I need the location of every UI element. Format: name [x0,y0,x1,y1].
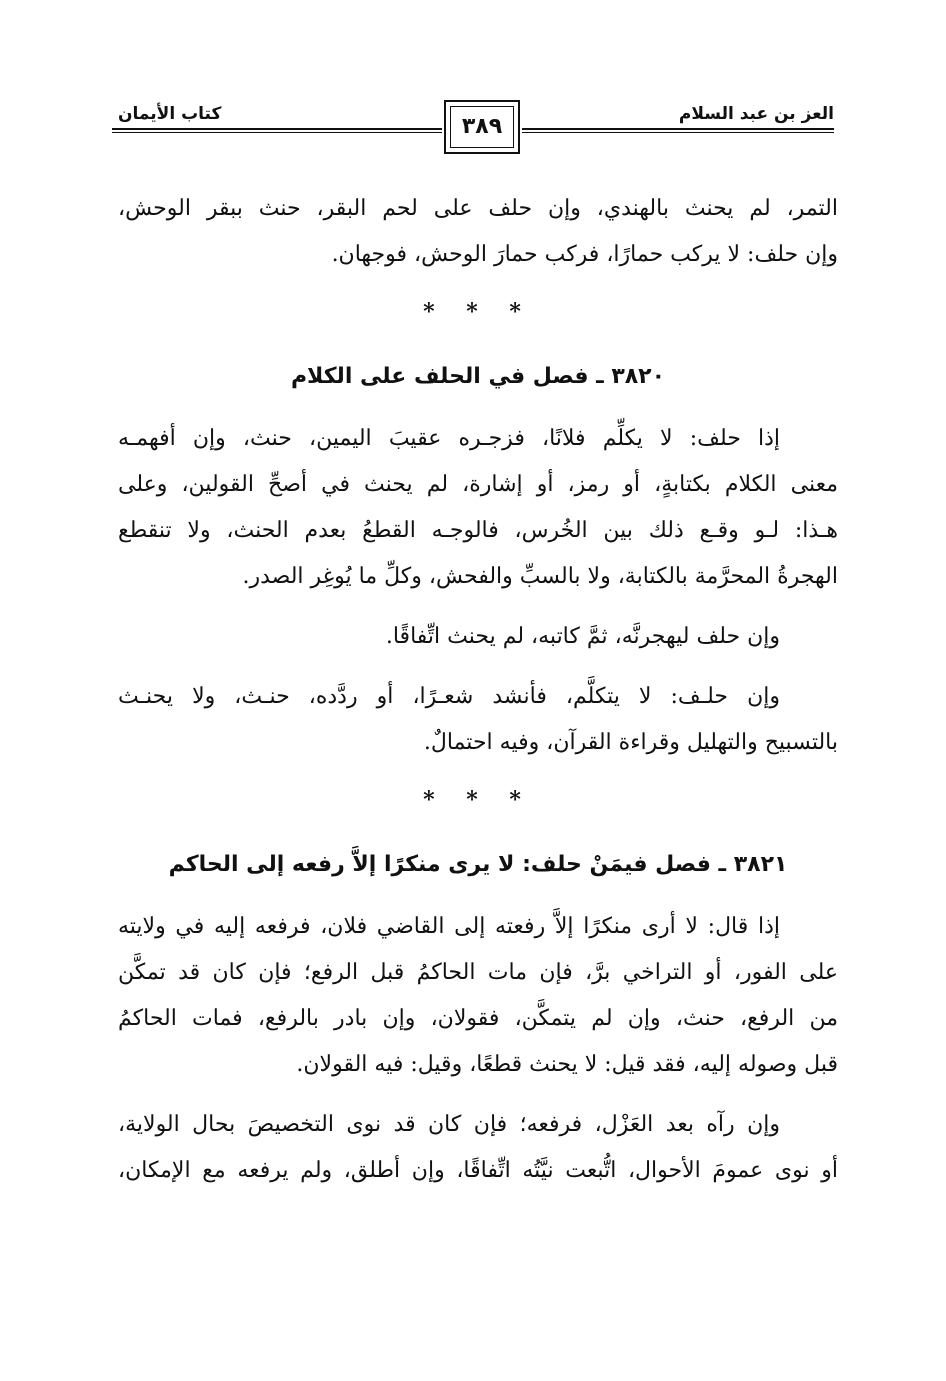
text-line: على الفور، أو التراخي برَّ، فإن مات الحاكمُ قبل الرفع؛ فإن كان قد تمكَّن [118,960,838,985]
paragraph [118,416,838,600]
page-number: ٣٨٩ [461,114,503,139]
paragraph [118,674,838,766]
text-line: هـذا: لـو وقـع ذلك بين الخُرس، فالوجـه القطعُ بعدم الحنث، ولا تنقطع [118,518,838,543]
paragraph [118,904,838,1088]
text-line: الهجرةُ المحرَّمة بالكتابة، ولا بالسبِّ والفحش، وكلِّ ما يُوغِر الصدر. [242,564,838,589]
text-line: وإن حلـف: لا يتكلَّم، فأنشد شعـرًا، أو ردَّده، حنـث، ولا يحنـث [118,684,780,709]
book-running-title: كتاب الأيمان [118,104,222,124]
text-line: إذا قال: لا أرى منكرًا إلاَّ رفعته إلى القاضي فلان، فرفعه إليه في ولايته [118,914,780,939]
text-line: وإن حلف ليهجرنَّه، ثمَّ كاتبه، لم يحنث اتِّفاقًا. [385,624,780,649]
paragraph [118,1102,838,1194]
page-header [112,96,834,166]
text-line: قبل وصوله إليه، فقد قيل: لا يحنث قطعًا، وقيل: فيه القولان. [296,1052,838,1077]
section-separator: * * * [423,787,533,813]
text-line: أو نوى عمومَ الأحوال، اتُّبعت نيَّتُه اتِّفاقًا، وإن أطلق، ولم يرفعه مع الإمكان، [118,1158,838,1183]
text-line: وإن رآه بعد العَزْل، فرفعه؛ فإن كان قد نوى التخصيصَ بحال الولاية، [118,1112,780,1137]
header-rule-left [112,128,442,130]
text-line: بالتسبيح والتهليل وقراءة القرآن، وفيه احتمالٌ. [423,730,838,755]
text-line: معنى الكلام بكتابةٍ، أو رمز، أو إشارة، لم يحنث في أصحِّ القولين، وعلى [118,472,838,497]
page-body [118,186,838,1208]
text-line: التمر، لم يحنث بالهندي، وإن حلف على لحم البقر، حنث ببقر الوحش، [118,196,838,221]
page-number-frame [444,100,520,154]
text-line: من الرفع، حنث، وإن لم يتمكَّن، فقولان، وإن بادر بالرفع، فمات الحاكمُ [118,1006,838,1031]
header-rule-right [522,128,834,130]
text-line: إذا حلف: لا يكلِّم فلانًا، فزجـره عقيبَ اليمين، حنث، وإن أفهمـه [118,426,780,451]
section-heading-3821: ٣٨٢١ ـ فصل فيمَنْ حلف: لا يرى منكرًا إلاَّ رفعه إلى الحاكم [168,852,788,877]
section-heading-3820: ٣٨٢٠ ـ فصل في الحلف على الكلام [290,364,666,389]
header-rule-right-thin [522,132,834,133]
section-separator: * * * [423,299,533,325]
author-running-title: العز بن عبد السلام [678,104,834,124]
continued-paragraph [118,186,838,278]
paragraph [118,614,838,660]
text-line: وإن حلف: لا يركب حمارًا، فركب حمارَ الوحش، فوجهان. [331,242,838,267]
header-rule-left-thin [112,132,442,133]
